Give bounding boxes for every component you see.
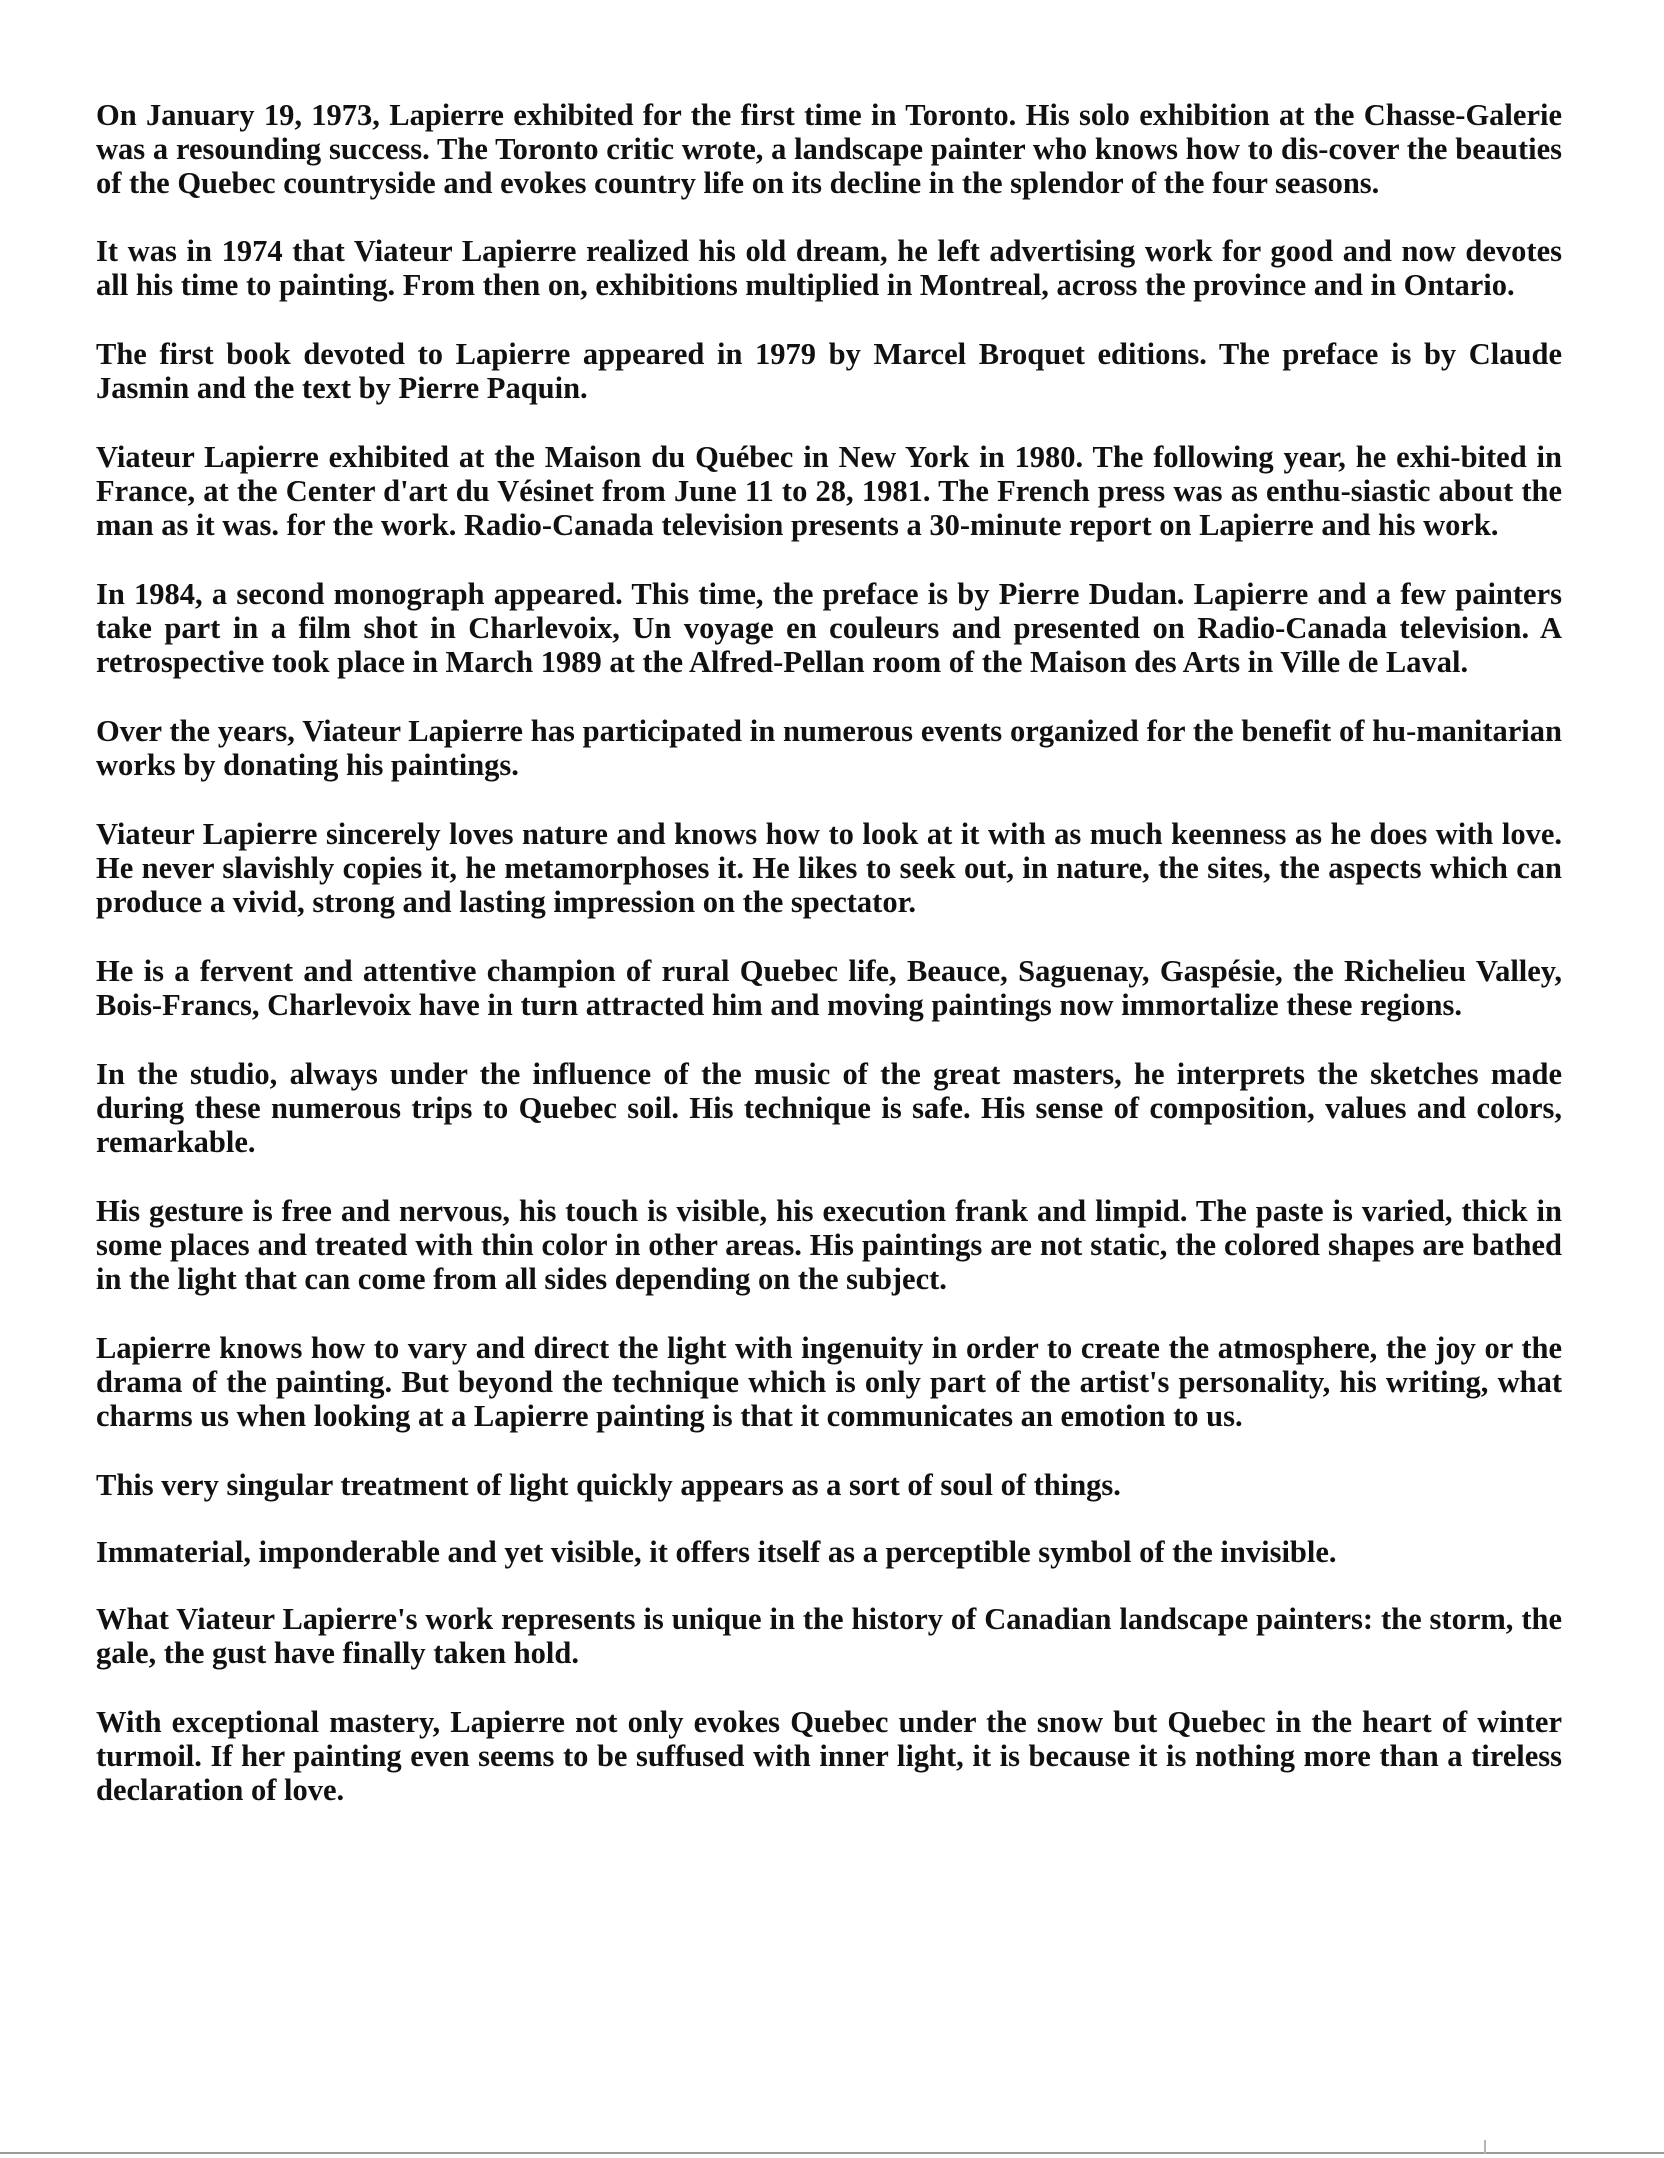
bottom-edge-mark xyxy=(1484,2140,1486,2154)
paragraph-studio: In the studio, always under the influence of the music of the great masters, he interprets the sketches made during these numerous trips to Quebec soil. His technique is safe. His sense of composition, values and colors, remarkable. xyxy=(96,1057,1562,1159)
paragraph-humanitarian-events: Over the years, Viateur Lapierre has participated in numerous events organized for the benefit of hu-manitarian works by donating his paintings. xyxy=(96,714,1562,782)
document-body xyxy=(96,98,1562,1807)
paragraph-rural-quebec: He is a fervent and attentive champion of rural Quebec life, Beauce, Saguenay, Gaspésie, the Richelieu Valley, Bois-Francs, Charlevoix have in turn attracted him and moving paintings now immortalize these regions. xyxy=(96,954,1562,1022)
bottom-divider xyxy=(0,2152,1664,2154)
paragraph-first-book: The first book devoted to Lapierre appeared in 1979 by Marcel Broquet editions. The preface is by Claude Jasmin and the text by Pierre Paquin. xyxy=(96,337,1562,405)
paragraph-toronto-exhibition: On January 19, 1973, Lapierre exhibited for the first time in Toronto. His solo exhibition at the Chasse-Galerie was a resounding success. The Toronto critic wrote, a landscape painter who knows how to dis-cover the beauties of the Quebec countryside and evokes country life on its decline in the splendor of the four seasons. xyxy=(96,98,1562,200)
paragraph-gesture: His gesture is free and nervous, his touch is visible, his execution frank and limpid. The paste is varied, thick in some places and treated with thin color in other areas. His paintings are not static, the colored shapes are bathed in the light that can come from all sides depending on the subject. xyxy=(96,1194,1562,1296)
paragraph-second-monograph: In 1984, a second monograph appeared. This time, the preface is by Pierre Dudan. Lapierre and a few painters take part in a film shot in Charlevoix, Un voyage en couleurs and presented on Radio-Canada television. A retrospective took place in March 1989 at the Alfred-Pellan room of the Maison des Arts in Ville de Laval. xyxy=(96,577,1562,679)
paragraph-loves-nature: Viateur Lapierre sincerely loves nature and knows how to look at it with as much keenness as he does with love. He never slavishly copies it, he metamorphoses it. He likes to seek out, in nature, the sites, the aspects which can produce a vivid, strong and lasting impression on the spectator. xyxy=(96,817,1562,919)
paragraph-light: Lapierre knows how to vary and direct the light with ingenuity in order to create the atmosphere, the joy or the drama of the painting. But beyond the technique which is only part of the artist's personality, his writing, what charms us when looking at a Lapierre painting is that it communicates an emotion to us. xyxy=(96,1331,1562,1433)
paragraph-immaterial: Immaterial, imponderable and yet visible, it offers itself as a perceptible symbol of the invisible. xyxy=(96,1535,1337,1569)
paragraph-soul-of-things: This very singular treatment of light quickly appears as a sort of soul of things. xyxy=(96,1468,1121,1502)
paragraph-painting-full-time: It was in 1974 that Viateur Lapierre realized his old dream, he left advertising work for good and now devotes all his time to painting. From then on, exhibitions multiplied in Montreal, across the province and in Ontario. xyxy=(96,234,1562,302)
paragraph-exceptional-mastery: With exceptional mastery, Lapierre not only evokes Quebec under the snow but Quebec in the heart of winter turmoil. If her painting even seems to be suffused with inner light, it is because it is nothing more than a tireless declaration of love. xyxy=(96,1705,1562,1807)
paragraph-canadian-landscape: What Viateur Lapierre's work represents is unique in the history of Canadian landscape painters: the storm, the gale, the gust have finally taken hold. xyxy=(96,1602,1562,1670)
paragraph-new-york-france: Viateur Lapierre exhibited at the Maison du Québec in New York in 1980. The following year, he exhi-bited in France, at the Center d'art du Vésinet from June 11 to 28, 1981. The French press was as enthu-siastic about the man as it was. for the work. Radio-Canada television presents a 30-minute report on Lapierre and his work. xyxy=(96,440,1562,542)
